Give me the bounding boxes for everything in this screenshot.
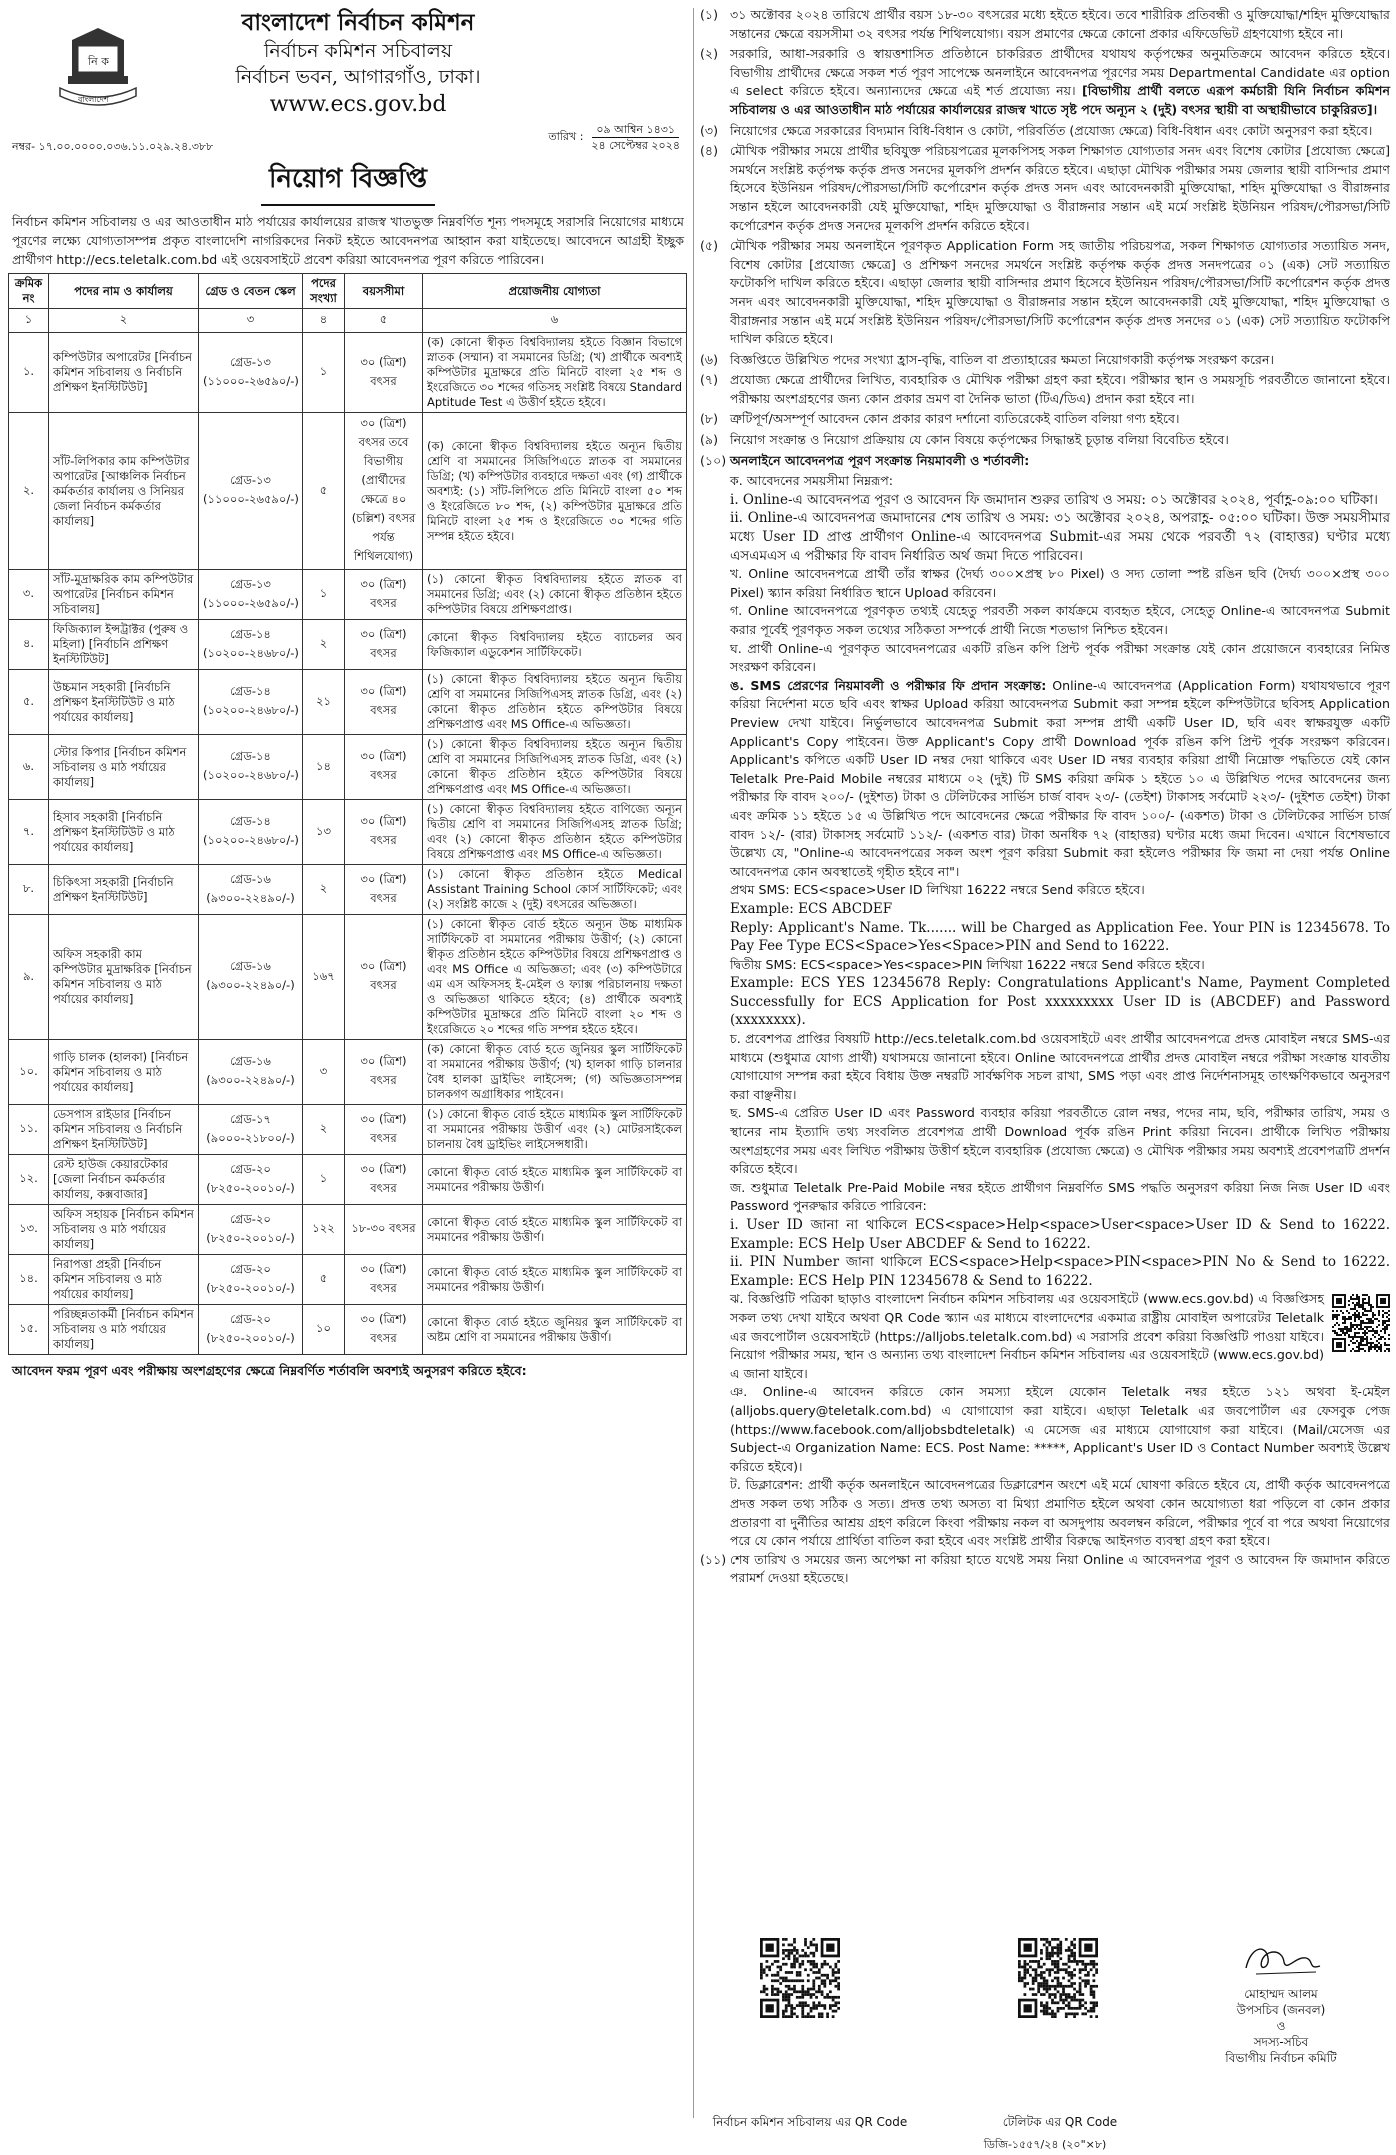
col-header-count: পদের সংখ্যা — [303, 274, 345, 309]
teletalk-qr-code-icon[interactable] — [1332, 1294, 1390, 1352]
col-header-serial: ক্রমিক নং — [9, 274, 49, 309]
age-cell: ৩০ (ত্রিশ) বৎসর — [345, 620, 423, 670]
rule-ja: জ. শুধুমাত্র Teletalk Pre-Paid Mobile নম্বর হইতে প্রার্থীগণ নিম্নবর্ণিত SMS পদ্ধতি অনুসরণ করিয়া নিজ নিজ User ID এবং Password পুনরুদ্ধার করিতে পারিবেন: — [730, 1179, 1390, 1214]
table-row — [9, 1040, 687, 1105]
condition-text: সরকারি, আধা-সরকারি ও স্বায়ত্তশাসিত প্রতিষ্ঠানে চাকরিরত প্রার্থীদের যথাযথ কর্তৃপক্ষের অনুমতিক্রমে আবেদন করিতে হইবে। বিভাগীয় প্রার্থীদের ক্ষেত্রে সকল শর্ত পূরণ সাপেক্ষে অনলাইনে আবেদনপত্র পূরণের সময় Departmental Candidate এর option এ select করিতে হইবে। অন্যান্যদের ক্ষেত্রে এই শর্ত প্রযোজ্য নয়। — [730, 46, 1390, 99]
table-row — [9, 670, 687, 735]
table-row — [9, 1205, 687, 1255]
condition-number: (৫) — [700, 238, 718, 254]
condition-number: (১) — [700, 7, 718, 22]
requirement-cell: (১) কোনো স্বীকৃত বিশ্ববিদ্যালয় হইতে বাণিজ্যে অন্যূন দ্বিতীয় শ্রেণি বা সমমানের সিজিপিএসহ স্নাতক ডিগ্রি; এবং (২) কোনো স্বীকৃত প্রতিষ্ঠান হইতে কম্পিউটার বিষয়ে প্রশিক্ষণপ্রাপ্ত এবং MS Office-এ অভিজ্ঞতা। — [423, 800, 687, 865]
grade-cell: গ্রেড-১৩ (১১০০০-২৬৫৯০/-) — [199, 333, 303, 413]
table-row — [9, 735, 687, 800]
grade-cell: গ্রেড-২০ (৮২৫০-২০০১০/-) — [199, 1255, 303, 1305]
table-row — [9, 1105, 687, 1155]
condition-item — [700, 410, 1390, 429]
serial-cell: ১২. — [9, 1155, 49, 1205]
grade-cell: গ্রেড-১৩ (১১০০০-২৬৫৯০/-) — [199, 570, 303, 620]
post-cell: গাড়ি চালক (হালকা) [নির্বাচন কমিশন সচিবালয় ও মাঠ পর্যায়ের কার্যালয়] — [49, 1040, 199, 1105]
age-cell: ৩০ (ত্রিশ) বৎসর — [345, 1040, 423, 1105]
condition-number: (৩) — [700, 122, 719, 138]
condition-item — [700, 431, 1390, 450]
signatory-and: ও — [1276, 2019, 1286, 2033]
index-cell: ৫ — [345, 309, 423, 333]
serial-cell: ৬. — [9, 735, 49, 800]
post-cell: সাঁট-লিপিকার কাম কম্পিউটার অপারেটর [আঞ্চলিক নির্বাচন কর্মকর্তার কার্যালয় ও সিনিয়র জেলা নির্বাচন কর্মকর্তার কার্যালয়] — [49, 413, 199, 570]
index-cell: ৬ — [423, 309, 687, 333]
condition-text: শেষ তারিখ ও সময়ের জন্য অপেক্ষা না করিয়া হাতে যথেষ্ট সময় নিয়া Online এ আবেদনপত্র পূরণ ও আবেদন ফি জমাদান করিতে পরামর্শ দেওয়া হইতেছে। — [730, 1551, 1390, 1586]
col-header-grade: গ্রেড ও বেতন স্কেল — [199, 274, 303, 309]
condition-item — [700, 351, 1390, 370]
condition-text: প্রযোজ্য ক্ষেত্রে প্রার্থীদের লিখিত, ব্যবহারিক ও মৌখিক পরীক্ষা গ্রহণ করা হইবে। পরীক্ষার স্থান ও সময়সূচি পরবর্তীতে জানানো হইবে। পরীক্ষায় অংশগ্রহণের জন্য কোন প্রকার ভ্রমণ বা দৈনিক ভাতা (টিএ/ডিএ) প্রদান করা হইবে না। — [730, 372, 1390, 406]
index-cell: ৪ — [303, 309, 345, 333]
teletalk-qr-code-icon[interactable] — [1018, 1938, 1098, 2018]
serial-cell: ১. — [9, 333, 49, 413]
grade-cell: গ্রেড-২০ (৮২৫০-২০০১০/-) — [199, 1155, 303, 1205]
memo-number: নম্বর- ১৭.০০.০০০০.০৩৬.১১.০২৯.২৪.৩৮৮ — [12, 140, 214, 153]
serial-cell: ৩. — [9, 570, 49, 620]
right-column — [700, 6, 1391, 2151]
requirement-cell: (১) কোনো স্বীকৃত বিশ্ববিদ্যালয় হইতে স্নাতক বা সমমানের ডিগ্রি; এবং (২) কোনো স্বীকৃত প্রতিষ্ঠান হইতে কম্পিউটার বিষয়ে প্রশিক্ষণপ্রাপ্ত। — [423, 570, 687, 620]
signatory-name: মোহাম্মদ আলম — [1244, 1987, 1318, 2001]
requirement-cell: কোনো স্বীকৃত বোর্ড হইতে মাধ্যমিক স্কুল সার্টিফিকেট বা সমমানের পরীক্ষায় উত্তীর্ণ। — [423, 1205, 687, 1255]
post-cell: রেস্ট হাউজ কেয়ারটেকার [জেলা নির্বাচন কর্মকর্তার কার্যালয়, কক্সবাজার] — [49, 1155, 199, 1205]
rule-ja-ii: ii. PIN Number জানা থাকিলে ECS<space>Help<space>PIN<space>PIN No & Send to 16222. Example: ECS Help PIN 12345678 & Send to 16222. — [730, 1254, 1390, 1289]
requirement-cell: কোনো স্বীকৃত বোর্ড হইতে মাধ্যমিক স্কুল সার্টিফিকেট বা সমমানের পরীক্ষায় উত্তীর্ণ। — [423, 1155, 687, 1205]
letterhead — [8, 6, 688, 156]
serial-cell: ১১. — [9, 1105, 49, 1155]
age-cell: ৩০ (ত্রিশ) বৎসর — [345, 1105, 423, 1155]
table-row — [9, 1305, 687, 1355]
teletalk-qr-caption: টেলিটক এর QR Code — [1002, 2115, 1118, 2129]
condition-item — [700, 45, 1390, 119]
count-cell: ১৩ — [303, 800, 345, 865]
post-cell: ফিজিক্যাল ইন্সট্রাক্টর (পুরুষ ও মহিলা) [নির্বাচনি প্রশিক্ষণ ইনস্টিটিউট] — [49, 620, 199, 670]
serial-cell: ১০. — [9, 1040, 49, 1105]
signatory-title: উপসচিব (জনবল) — [1236, 2003, 1326, 2017]
rule-jha: ঝ. বিজ্ঞপ্তিটি পত্রিকা ছাড়াও বাংলাদেশ নির্বাচন কমিশন সচিবালয় এর ওয়েবসাইটে (www.ecs.gov.bd) এ বিজ্ঞপ্তিসহ সকল তথ্য দেখা যাইবে অথবা QR Code স্ক্যান এর মাধ্যমে বাংলাদেশের একমাত্র রাষ্ট্রীয় মোবাইল অপারেটর Teletalk এর জবপোর্টাল ওয়েবসাইটে (https://alljobs.teletalk.com.bd) এ সরাসরি প্রবেশ করিয়া বিজ্ঞপ্তিটি পাওয়া যাইবে। নিয়োগ পরীক্ষার সময়, স্থান ও অন্যান্য তথ্য বাংলাদেশ নির্বাচন কমিশন সচিবালয় এর ওয়েবসাইটে (www.ecs.gov.bd) এ জানা যাইবে। — [730, 1291, 1324, 1381]
serial-cell: ৮. — [9, 865, 49, 915]
requirement-cell: কোনো স্বীকৃত বোর্ড হইতে জুনিয়র স্কুল সার্টিফিকেট বা অষ্টম শ্রেণি বা সমমানের পরীক্ষায় উত্তীর্ণ। — [423, 1305, 687, 1355]
table-row — [9, 620, 687, 670]
age-cell: ৩০ (ত্রিশ) বৎসর — [345, 735, 423, 800]
sms1-instruction: প্রথম SMS: ECS<space>User ID লিখিয়া 16222 নম্বরে Send করিতে হইবে। — [730, 882, 1145, 898]
table-row — [9, 1255, 687, 1305]
left-column — [8, 6, 688, 2132]
requirement-cell: (১) কোনো স্বীকৃত বিশ্ববিদ্যালয় হইতে অন্যূন দ্বিতীয় শ্রেণি বা সমমানের সিজিপিএসহ স্নাতক ডিগ্রি, এবং (২) কোনো স্বীকৃত প্রতিষ্ঠান হইতে কম্পিউটার বিষয়ে প্রশিক্ষণপ্রাপ্ত এবং MS Office-এ অভিজ্ঞতা। — [423, 670, 687, 735]
condition-item — [700, 237, 1390, 349]
condition-number: (৬) — [700, 351, 719, 367]
table-row — [9, 333, 687, 413]
signature-area — [700, 1938, 1390, 2151]
requirement-cell: (ক) কোনো স্বীকৃত বিশ্ববিদ্যালয় হইতে বিজ্ঞান বিভাগে স্নাতক (সম্মান) বা সমমানের ডিগ্রি; (খ) প্রার্থীকে অবশ্যই কম্পিউটার মুদ্রাক্ষরে প্রতি মিনিটে বাংলা ২৫ শব্দ ও ইংরেজিতে ৩০ শব্দের গতিসহ সংশ্লিষ্ট বিষয়ে Standard Aptitude Test এ উত্তীর্ণ হইতে হইবে। — [423, 333, 687, 413]
print-code: ডিজি-১৫৫৭/২৪ (২০"×৮) — [983, 2138, 1107, 2151]
post-cell: হিসাব সহকারী [নির্বাচনি প্রশিক্ষণ ইনস্টিটিউট ও মাঠ পর্যায়ের কার্যালয়] — [49, 800, 199, 865]
serial-cell: ১৪. — [9, 1255, 49, 1305]
index-cell: ২ — [49, 309, 199, 333]
age-cell: ৩০ (ত্রিশ) বৎসর — [345, 800, 423, 865]
sms1-example: Example: ECS ABCDEF — [730, 900, 893, 917]
table-index-row — [9, 309, 687, 333]
count-cell: ২ — [303, 620, 345, 670]
grade-cell: গ্রেড-২০ (৮২৫০-২০০১০/-) — [199, 1305, 303, 1355]
serial-cell: ২. — [9, 413, 49, 570]
condition-text: বিজ্ঞপ্তিতে উল্লিখিত পদের সংখ্যা হ্রাস-বৃদ্ধি, বাতিল বা প্রত্যাহারের ক্ষমতা নিয়োগকারী কর্তৃপক্ষ সংরক্ষণ করেন। — [730, 351, 1274, 367]
post-cell: অফিস সহায়ক [নির্বাচন কমিশন সচিবালয় ও মাঠ পর্যায়ের কার্যালয়] — [49, 1205, 199, 1255]
requirement-cell: (ক) কোনো স্বীকৃত বিশ্ববিদ্যালয় হইতে অন্যূন দ্বিতীয় শ্রেণি বা সমমানের সিজিপিএতে স্নাতক বা সমমানের ডিগ্রি; (খ) কম্পিউটার ব্যবহারে দক্ষতা এবং (গ) প্রার্থীকে অবশ্যই: (১) সাঁট-লিপিতে প্রতি মিনিটে বাংলা ৫০ শব্দ ও ইংরেজিতে ৮০ শব্দ, (২) কম্পিউটার মুদ্রাক্ষরে প্রতি মিনিটে বাংলা ২৫ শব্দ ও ইংরেজিতে ৩০ শব্দের গতি সম্পন্ন হইতে হইবে। — [423, 413, 687, 570]
serial-cell: ১৫. — [9, 1305, 49, 1355]
website-link[interactable]: www.ecs.gov.bd — [269, 92, 447, 117]
condition-number: (১১) — [700, 1551, 727, 1567]
condition-number: (২) — [700, 46, 719, 62]
condition-item — [700, 1551, 1390, 1588]
requirement-cell: (১) কোনো স্বীকৃত বোর্ড হইতে অন্যূন উচ্চ মাধ্যমিক সার্টিফিকেট বা সমমানের পরীক্ষায় উত্তীর্ণ; (২) কোনো স্বীকৃত প্রতিষ্ঠান হইতে কম্পিউটার বিষয়ে প্রশিক্ষণপ্রাপ্ত ও এবং MS Office এ অভিজ্ঞতা; এবং (৩) কম্পিউটারে এম এস অফিসসহ ই-মেইল ও ফ্যাক্স পরিচালনায় দক্ষতা ও অভিজ্ঞতা থাকিতে হইবে; (৪) প্রার্থীকে অবশ্যই কম্পিউটার মুদ্রাক্ষরে প্রতি মিনিটে বাংলা ২০ শব্দ ও ইংরেজিতে ২০ শব্দের গতি সম্পন্ন হইতে হইবে। — [423, 915, 687, 1040]
signatory-block — [1196, 1938, 1366, 2066]
grade-cell: গ্রেড-১৪ (১০২০০-২৪৬৮০/-) — [199, 620, 303, 670]
sms2-example: Example: ECS YES 12345678 Reply: Congratulations Applicant's Name, Payment Completed Successfully for ECS Application for Post xxxxxxxxx User ID is (ABCDEF) and Password (xxxxxxxx). — [730, 975, 1390, 1029]
condition-item — [700, 142, 1390, 235]
condition-number: (১০) — [700, 452, 727, 468]
grade-cell: গ্রেড-১৬ (৯৩০০-২২৪৯০/-) — [199, 1040, 303, 1105]
col-header-requirement: প্রয়োজনীয় যোগ্যতা — [423, 274, 687, 309]
grade-cell: গ্রেড-১৬ (৯৩০০-২২৪৯০/-) — [199, 915, 303, 1040]
date-label: তারিখ : — [548, 130, 584, 143]
letterhead-text — [158, 8, 558, 120]
count-cell: ৩ — [303, 1040, 345, 1105]
grade-cell: গ্রেড-১৩ (১১০০০-২৬৫৯০/-) — [199, 413, 303, 570]
count-cell: ২ — [303, 865, 345, 915]
post-cell: সাঁট-মুদ্রাক্ষরিক কাম কম্পিউটার অপারেটর [নির্বাচন কমিশন সচিবালয়] — [49, 570, 199, 620]
requirement-cell: কোনো স্বীকৃত বোর্ড হইতে মাধ্যমিক স্কুল সার্টিফিকেট বা সমমানের পরীক্ষায় উত্তীর্ণ। — [423, 1255, 687, 1305]
vacancy-table — [8, 273, 687, 1355]
grade-cell: গ্রেড-১৪ (১০২০০-২৪৬৮০/-) — [199, 670, 303, 735]
condition-item — [700, 6, 1390, 43]
rule-ka-i: i. Online-এ আবেদনপত্র পূরণ ও আবেদন ফি জমাদান শুরুর তারিখ ও সময়: ০১ অক্টোবর ২০২৪, পূর্বাহ্ণ-০৯:০০ ঘটিকা। — [730, 491, 1378, 508]
condition-text: ৩১ অক্টোবর ২০২৪ তারিখে প্রার্থীর বয়স ১৮-৩০ বৎসরের মধ্যে হইতে হইবে। তবে শারীরিক প্রতিবন্ধী ও মুক্তিযোদ্ধা/শহিদ মুক্তিযোদ্ধার সন্তানের ক্ষেত্রে বয়সসীমা ৩২ বৎসর পর্যন্ত শিথিলযোগ্য। বয়স প্রমাণের ক্ষেত্রে কোনো প্রকার এফিডেভিট গ্রহণযোগ্য হইবে না। — [730, 7, 1390, 41]
rule-nya: ঞ. Online-এ আবেদন করিতে কোন সমস্যা হইলে যেকোন Teletalk নম্বর হইতে ১২১ অথবা ই-মেইল (alljobs.query@teletalk.com.bd) এ যোগাযোগ করা যাইবে। এছাড়া Teletalk এর জবপোর্টাল এর ফেসবুক পেজ (https://www.facebook.com/alljobsbdteletalk) এ মেসেজ এর মাধ্যমে যোগাযোগ করা যাইবে। (Mail/মেসেজ এর Subject-এ Organization Name: ECS. Post Name: *****, Applicant's User ID ও Contact Number অবশ্যই উল্লেখ করিতে হইবে)। — [730, 1384, 1390, 1474]
rule-uma: Online-এ আবেদনপত্র (Application Form) যথাযথভাবে পূরণ করিয়া নির্দেশনা মতে ছবি এবং স্বাক্ষর Upload করিয়া আবেদনপত্র Submit করা সম্পন্ন হইলে কম্পিউটারে ছবিসহ Application Preview দেখা যাইবে। নির্ভুলভাবে আবেদনপত্র Submit করা সম্পন্ন প্রার্থী একটি User ID, ছবি এবং স্বাক্ষরযুক্ত একটি Applicant's Copy পাইবেন। উক্ত Applicant's Copy প্রার্থী Download পূর্বক রঙিন কপি প্রিন্ট পূর্বক সংরক্ষণ করিবেন। Applicant's কপিতে একটি User ID নম্বর দেয়া থাকিবে এবং User ID নম্বর ব্যবহার করিয়া প্রার্থী নিম্নোক্ত পদ্ধতিতে যেই কোন Teletalk Pre-Paid Mobile নম্বরের মাধ্যমে ০২ (দুই) টি SMS করিয়া ক্রমিক ১ হইতে ১০ এ উল্লিখিত পদের আবেদনের জন্য পরীক্ষার ফি বাবদ ২০০/- (দুইশত) টাকা ও টেলিটকের সার্ভিস চার্জ বাবদ ২৩/- (তেইশ) টাকাসহ সর্বমোট ২২৩/- (দুইশত তেইশ) টাকা এবং ক্রমিক ১১ হইতে ১৫ এ উল্লিখিত পদে আবেদনের ক্ষেত্রে পরীক্ষার ফি বাবদ ১০০/- (একশত) টাকা ও টেলিটকের সার্ভিস চার্জ বাবদ ১২/- (বার) টাকাসহ সর্বমোট ১১২/- (একশত বার) টাকা অনধিক ৭২ (বাহাত্তর) ঘণ্টার মধ্যে জমা দিবেন। এখানে বিশেষভাবে উল্লেখ্য যে, "Online-এ আবেদনপত্রের সকল অংশ পূরণ করিয়া Submit করা হইলেও পরীক্ষার ফি জমা না দেয়া পর্যন্ত Online আবেদনপত্র কোন অবস্থাতেই গৃহীত হইবে না"। — [730, 677, 1391, 879]
date-block — [548, 122, 684, 153]
grade-cell: গ্রেড-২০ (৮২৫০-২০০১০/-) — [199, 1205, 303, 1255]
table-row — [9, 800, 687, 865]
post-cell: নিরাপত্তা প্রহরী [নির্বাচন কমিশন সচিবালয় ও মাঠ পর্যায়ের কার্যালয়] — [49, 1255, 199, 1305]
rule-kha: খ. Online আবেদনপত্রে প্রার্থী তাঁর স্বাক্ষর (দৈর্ঘ্য ৩০০×প্রস্থ ৮০ Pixel) ও সদ্য তোলা স্পষ্ট রঙিন ছবি (দৈর্ঘ্য ৩০০×প্রস্থ ৩০০ Pixel) স্ক্যান করিয়া নির্ধারিত স্থানে Upload করিবেন। — [730, 566, 1390, 600]
signature-icon — [1196, 1938, 1366, 1982]
count-cell: ৫ — [303, 413, 345, 570]
secretariat-name: নির্বাচন কমিশন সচিবালয় — [263, 40, 453, 62]
condition-number: (৮) — [700, 411, 718, 427]
signatory-title: সদস্য-সচিব — [1253, 2035, 1309, 2049]
condition-text: মৌখিক পরীক্ষার সময়ে প্রার্থীর ছবিযুক্ত পরিচয়পত্রের মূলকপিসহ সকল শিক্ষাগত যোগ্যতার সনদ এবং বিশেষ কোটার [প্রযোজ্য ক্ষেত্রে] সমর্থনে সংশ্লিষ্ট কর্তৃপক্ষ কর্তৃক প্রদত্ত সনদের মূলকপি প্রদর্শন করিতে হইবে। এছাড়া মৌখিক পরীক্ষার সময় জেলার স্থায়ী বাসিন্দার প্রমাণ হিসেবে ইউনিয়ন পরিষদ/পৌরসভা/সিটি কর্পোরেশন কর্তৃক প্রদত্ত সনদ এবং আবেদনকারী মুক্তিযোদ্ধা, শহিদ মুক্তিযোদ্ধা ও বীরাঙ্গনার সন্তান হইলে আবেদনকারী যেই মুক্তিযোদ্ধা, শহিদ মুক্তিযোদ্ধা ও বীরাঙ্গনার সন্তান এই মর্মে সংশ্লিষ্ট ইউনিয়ন পরিষদ/পৌরসভা/সিটি কর্পোরেশন কর্তৃক প্রদত্ত সনদের মূলকপি প্রদর্শন করিতে হইবে। — [730, 143, 1390, 233]
count-cell: ১৪ — [303, 735, 345, 800]
age-cell: ৩০ (ত্রিশ) বৎসর — [345, 865, 423, 915]
age-cell: ১৮-৩০ বৎসর — [345, 1205, 423, 1255]
rule-gha: ঘ. প্রার্থী Online-এ পূরণকৃত আবেদনপত্রের একটি রঙিন কপি প্রিন্ট পূর্বক পরীক্ষা সংক্রান্ত যেই কোন প্রয়োজনে ব্যবহারের নিমিত্ত সংরক্ষণ করিবেন। — [730, 640, 1390, 675]
age-cell: ৩০ (ত্রিশ) বৎসর — [345, 1305, 423, 1355]
count-cell: ২ — [303, 1105, 345, 1155]
condition-item — [700, 371, 1390, 408]
post-cell: অফিস সহকারী কাম কম্পিউটার মুদ্রাক্ষরিক [নির্বাচন কমিশন সচিবালয় ও মাঠ পর্যায়ের কার্যালয়] — [49, 915, 199, 1040]
requirement-cell: (১) কোনো স্বীকৃত প্রতিষ্ঠান হইতে Medical Assistant Training School কোর্স সার্টিফিকেট; এবং (২) সংশ্লিষ্ট কাজে ২ (দুই) বৎসরের অভিজ্ঞতা। — [423, 865, 687, 915]
count-cell: ৫ — [303, 1255, 345, 1305]
condition-number: (৯) — [700, 432, 718, 448]
grade-cell: গ্রেড-১৪ (১০২০০-২৪৬৮০/-) — [199, 735, 303, 800]
grade-cell: গ্রেড-১৭ (৯০০০-২১৮০০/-) — [199, 1105, 303, 1155]
post-cell: উচ্চমান সহকারী [নির্বাচনি প্রশিক্ষণ ইনস্টিটিউট ও মাঠ পর্যায়ের কার্যালয়] — [49, 670, 199, 735]
col-header-age: বয়সসীমা — [345, 274, 423, 309]
post-cell: চিকিৎসা সহকারী [নির্বাচনি প্রশিক্ষণ ইনস্টিটিউট] — [49, 865, 199, 915]
requirement-cell: (১) কোনো স্বীকৃত বোর্ড হইতে মাধ্যমিক স্কুল সার্টিফিকেট বা সমমানের পরীক্ষায় উত্তীর্ণ এবং (২) মোটরসাইকেল চালনায় বৈধ ড্রাইভিং লাইসেন্সধারী। — [423, 1105, 687, 1155]
table-row — [9, 570, 687, 620]
age-cell: ৩০ (ত্রিশ) বৎসর — [345, 670, 423, 735]
index-cell: ৩ — [199, 309, 303, 333]
svg-text:নি ক: নি ক — [88, 55, 109, 68]
rule-ga: গ. Online আবেদনপত্রে পূরণকৃত তথ্যই যেহেতু পরবর্তী সকল কার্যক্রমে ব্যবহৃত হইবে, সেহেতু Online-এ আবেদনপত্র Submit করার পূর্বেই পূরণকৃত সকল তথ্যের সঠিকতা সম্পর্কে প্রার্থী নিজে শতভাগ নিশ্চিত হইবেন। — [730, 603, 1390, 637]
grade-cell: গ্রেড-১৬ (৯৩০০-২২৪৯০/-) — [199, 865, 303, 915]
intro-paragraph: নির্বাচন কমিশন সচিবালয় ও এর আওতাধীন মাঠ পর্যায়ের কার্যালয়ের রাজস্ব খাতভুক্ত নিম্নবর্ণিত শূন্য পদসমূহে সরাসরি নিয়োগের মাধ্যমে পূরণের লক্ষ্যে যোগ্যতাসম্পন্ন প্রকৃত বাংলাদেশি নাগরিকদের নিকট হইতে আবেদনপত্র আহ্বান করা যাইতেছে। আবেদনে আগ্রহী ইচ্ছুক প্রার্থীগণ http://ecs.teletalk.com.bd এই ওয়েবসাইটে প্রবেশ করিয়া আবেদনপত্র পূরণ করিতে পারিবেন। — [12, 214, 684, 267]
post-cell: ডেসপাস রাইডার [নির্বাচন কমিশন সচিবালয় ও নির্বাচনি প্রশিক্ষণ ইনস্টিটিউট] — [49, 1105, 199, 1155]
rule-ka: ক. আবেদনের সময়সীমা নিম্নরূপ: — [730, 473, 894, 489]
rule-uma-title: ঙ. SMS প্রেরণের নিয়মাবলী ও পরীক্ষার ফি প্রদান সংক্রান্ত: — [730, 677, 1047, 693]
requirement-cell: (ক) কোনো স্বীকৃত বোর্ড হতে জুনিয়র স্কুল সার্টিফিকেট বা সমমানের পরীক্ষায় উত্তীর্ণ; (খ) হালকা গাড়ি চালনার বৈধ হালকা ড্রাইভিং লাইসেন্স; (গ) অভিজ্ঞতাসম্পন্ন চালকগণ অগ্রাধিকার পাইবেন। — [423, 1040, 687, 1105]
col-header-post: পদের নাম ও কার্যালয় — [49, 274, 199, 309]
serial-cell: ১৩. — [9, 1205, 49, 1255]
org-name: বাংলাদেশ নির্বাচন কমিশন — [241, 9, 475, 36]
condition-item — [700, 122, 1390, 141]
condition-text: মৌখিক পরীক্ষার সময় অনলাইনে পূরণকৃত Application Form সহ জাতীয় পরিচয়পত্র, সকল শিক্ষাগত যোগ্যতার সত্যায়িত সনদ, বিশেষ কোটার [প্রযোজ্য ক্ষেত্রে] ও প্রশিক্ষণ সনদের সমর্থনে সংশ্লিষ্ট কর্তৃপক্ষ কর্তৃক প্রদত্ত সনদপত্রের ০১ (এক) সেট সত্যায়িত ফটোকপি দাখিল করিতে হইবে। এছাড়া জেলার স্থায়ী বাসিন্দার প্রমাণ হিসেবে ইউনিয়ন পরিষদ/পৌরসভা/সিটি কর্পোরেশন কর্তৃক প্রদত্ত সনদ এবং আবেদনকারী মুক্তিযোদ্ধা, শহিদ মুক্তিযোদ্ধা ও বীরাঙ্গনার সন্তান হইলে আবেদনকারী যেই মুক্তিযোদ্ধা, শহিদ মুক্তিযোদ্ধা ও বীরাঙ্গনার সন্তান এই মর্মে সংশ্লিষ্ট ইউনিয়ন পরিষদ/পৌরসভা/সিটি কর্পোরেশন কর্তৃক প্রদত্ত সনদের ০১ (এক) সেট সত্যায়িত ফটোকপি দাখিল করিতে হইবে। — [730, 238, 1390, 347]
rule-ka-ii: ii. Online-এ আবেদনপত্র জমাদানের শেষ তারিখ ও সময়: ৩১ অক্টোবর ২০২৪, অপরাহ্ণ- ০৫:০০ ঘটিকা। উক্ত সময়সীমার মধ্যে User ID প্রাপ্ত প্রার্থীগণ Online-এ আবেদনপত্র Submit-এর সময় থেকে পরবর্তী ৭২ (বাহাত্তর) ঘণ্টার মধ্যে এসএমএস এ পরীক্ষার ফি বাবদ নির্ধারিত অর্থ জমা দিতে পারিবেন। — [730, 510, 1390, 564]
count-cell: ১ — [303, 570, 345, 620]
condition-number: (৭) — [700, 372, 719, 388]
count-cell: ১২২ — [303, 1205, 345, 1255]
online-rules — [730, 472, 1390, 1550]
condition-text-bold: [বিভাগীয় প্রার্থী বলতে এরূপ কর্মচারী যিনি নির্বাচন কমিশন সচিবালয় ও এর আওতাধীন মাঠ পর্যায়ের কার্যালয়ের রাজস্ব খাতে সৃষ্ট পদে অন্যূন ২ (দুই) বৎসর স্থায়ী বা অস্থায়ীভাবে চাকুরিরত]। — [730, 83, 1390, 117]
sms1-reply: Reply: Applicant's Name. Tk....... will be Charged as Application Fee. Your PIN is 12345678. To Pay Fee Type ECS<Space>Yes<Space>PIN and Send to 16222. — [730, 919, 1390, 955]
count-cell: ১ — [303, 333, 345, 413]
sms2-instruction: দ্বিতীয় SMS: ECS<space>Yes<space>PIN লিখিয়া 16222 নম্বরে Send করিতে হইবে। — [730, 956, 1205, 972]
rule-chha: ছ. SMS-এ প্রেরিত User ID এবং Password ব্যবহার করিয়া পরবর্তীতে রোল নম্বর, পদের নাম, ছবি, পরীক্ষার তারিখ, সময় ও স্থানের নাম ইত্যাদি তথ্য সংবলিত প্রবেশপত্র প্রার্থী Download পূর্বক রঙিন Print করিয়া নিবেন। প্রার্থীকে লিখিত পরীক্ষায় অংশগ্রহণের সময় এবং লিখিত পরীক্ষায় উত্তীর্ণ হইলে ব্যবহারিক (প্রযোজ্য ক্ষেত্রে) ও মৌখিক পরীক্ষার সময় অবশ্যই প্রবেশপত্রটি প্রদর্শন করিতে হইবে। — [730, 1105, 1390, 1177]
count-cell: ২১ — [303, 670, 345, 735]
date-bangla: ০৯ আশ্বিন ১৪৩১ — [592, 122, 679, 138]
election-commission-logo-icon — [50, 20, 146, 116]
svg-text:বাংলাদেশ: বাংলাদেশ — [78, 95, 109, 104]
rule-ta: ট. ডিক্লারেশন: প্রার্থী কর্তৃক অনলাইনে আবেদনপত্রের ডিক্লারেশন অংশে এই মর্মে ঘোষণা করিতে হইবে যে, প্রার্থী কর্তৃক আবেদনপত্রে প্রদত্ত সকল তথ্য সঠিক ও সত্য। প্রদত্ত তথ্য অসত্য বা মিথ্যা প্রমাণিত হইলে অথবা কোন অযোগ্যতা ধরা পড়িলে বা কোন প্রকার প্রতারণা বা দুর্নীতির আশ্রয় গ্রহণ করিলে কিংবা পরীক্ষায় নকল বা অসদুপায় অবলম্বন করিলে, পরীক্ষার পূর্বে বা পরে অথবা নিয়োগের পরে যে কোন পর্যায়ে প্রার্থিতা বাতিল করা হইবে এবং সংশ্লিষ্ট প্রার্থীর বিরুদ্ধে আইনগত ব্যবস্থা গ্রহণ করা হইবে। — [730, 1477, 1390, 1549]
table-row — [9, 865, 687, 915]
serial-cell: ৯. — [9, 915, 49, 1040]
count-cell: ১ — [303, 1155, 345, 1205]
rule-ja-i: i. User ID জানা না থাকিলে ECS<space>Help<space>User<space>User ID & Send to 16222. Example: ECS Help User ABCDEF & Send to 16222. — [730, 1217, 1390, 1252]
post-cell: কম্পিউটার অপারেটর [নির্বাচন কমিশন সচিবালয় ও নির্বাচনি প্রশিক্ষণ ইনস্টিটিউট] — [49, 333, 199, 413]
condition-text: নিয়োগ সংক্রান্ত ও নিয়োগ প্রক্রিয়ায় যে কোন বিষয়ে কর্তৃপক্ষের সিদ্ধান্তই চূড়ান্ত বলিয়া বিবেচিত হইবে। — [730, 432, 1229, 448]
age-cell: ৩০ (ত্রিশ) বৎসর — [345, 1255, 423, 1305]
index-cell: ১ — [9, 309, 49, 333]
serial-cell: ৪. — [9, 620, 49, 670]
count-cell: ১৬৭ — [303, 915, 345, 1040]
age-cell: ৩০ (ত্রিশ) বৎসর — [345, 570, 423, 620]
age-cell: ৩০ (ত্রিশ) বৎসর তবে বিভাগীয় (প্রার্থীদের ক্ষেত্রে ৪০ (চল্লিশ) বৎসর পর্যন্ত শিথিলযোগ্য) — [345, 413, 423, 570]
rule-cha: চ. প্রবেশপত্র প্রাপ্তির বিষয়টি http://ecs.teletalk.com.bd ওয়েবসাইটে এবং প্রার্থীর আবেদনপত্রে প্রদত্ত মোবাইল নম্বরে SMS-এর মাধ্যমে (শুধুমাত্র যোগ্য প্রার্থী) যথাসময়ে জানানো হইবে। Online আবেদনপত্রে প্রার্থীর প্রদত্ত মোবাইল নম্বরে পরীক্ষা সংক্রান্ত যাবতীয় যোগাযোগ সম্পন্ন করা হইবে বিধায় উক্ত নম্বরটি সার্বক্ষণিক সচল রাখা, SMS পড়া এবং প্রাপ্ত নির্দেশনাসমূহ তাৎক্ষণিকভাবে অনুসরণ করা বাঞ্ছনীয়। — [730, 1031, 1390, 1102]
post-cell: পরিচ্ছন্নতাকর্মী [নির্বাচন কমিশন সচিবালয় ও মাঠ পর্যায়ের কার্যালয়] — [49, 1305, 199, 1355]
post-cell: স্টোর কিপার [নির্বাচন কমিশন সচিবালয় ও মাঠ পর্যায়ের কার্যালয়] — [49, 735, 199, 800]
notice-title: নিয়োগ বিজ্ঞপ্তি — [261, 158, 435, 206]
age-cell: ৩০ (ত্রিশ) বৎসর — [345, 333, 423, 413]
table-footnote: আবেদন ফরম পূরণ এবং পরীক্ষায় অংশগ্রহণের ক্ষেত্রে নিম্নবর্ণিত শর্তাবলি অবশ্যই অনুসরণ করিতে হইবে: — [12, 1363, 527, 1378]
signatory-title: বিভাগীয় নির্বাচন কমিটি — [1225, 2051, 1337, 2065]
table-header-row — [9, 274, 687, 309]
table-row — [9, 915, 687, 1040]
count-cell: ১০ — [303, 1305, 345, 1355]
ecs-qr-code-icon[interactable] — [760, 1938, 840, 2018]
online-rules-title: অনলাইনে আবেদনপত্র পূরণ সংক্রান্ত নিয়মাবলী ও শর্তাবলী: — [730, 452, 1030, 468]
requirement-cell: (১) কোনো স্বীকৃত বিশ্ববিদ্যালয় হইতে অন্যূন দ্বিতীয় শ্রেণি বা সমমানের সিজিপিএসহ স্নাতক ডিগ্রি, এবং (২) কোনো স্বীকৃত প্রতিষ্ঠান হইতে কম্পিউটার বিষয়ে প্রশিক্ষণপ্রাপ্ত এবং MS Office-এ অভিজ্ঞতা। — [423, 735, 687, 800]
conditions-list — [700, 6, 1390, 1588]
column-divider — [693, 8, 694, 2118]
serial-cell: ৫. — [9, 670, 49, 735]
age-cell: ৩০ (ত্রিশ) বৎসর — [345, 915, 423, 1040]
requirement-cell: কোনো স্বীকৃত বিশ্ববিদ্যালয় হইতে ব্যাচেলর অব ফিজিক্যাল এডুকেশন সার্টিফিকেট। — [423, 620, 687, 670]
condition-item — [700, 452, 1390, 471]
condition-text: নিয়োগের ক্ষেত্রে সরকারের বিদ্যমান বিধি-বিধান ও কোটা, পরিবর্তিত (প্রযোজ্য ক্ষেত্রে) বিধি-বিধান এবং কোটা অনুসরণ করা হইবে। — [730, 122, 1373, 138]
serial-cell: ৭. — [9, 800, 49, 865]
table-row — [9, 1155, 687, 1205]
ecs-qr-caption: নির্বাচন কমিশন সচিবালয় এর QR Code — [712, 2115, 908, 2129]
condition-number: (৪) — [700, 143, 718, 159]
date-english: ২৪ সেপ্টেম্বর ২০২৪ — [591, 139, 680, 152]
condition-text: ত্রুটিপূর্ণ/অসম্পূর্ণ আবেদন কোন প্রকার কারণ দর্শানো ব্যতিরেকেই বাতিল বলিয়া গণ্য হইবে। — [730, 411, 1180, 427]
age-cell: ৩০ (ত্রিশ) বৎসর — [345, 1155, 423, 1205]
grade-cell: গ্রেড-১৪ (১০২০০-২৪৬৮০/-) — [199, 800, 303, 865]
office-address: নির্বাচন ভবন, আগারগাঁও, ঢাকা। — [235, 66, 481, 88]
table-row — [9, 413, 687, 570]
